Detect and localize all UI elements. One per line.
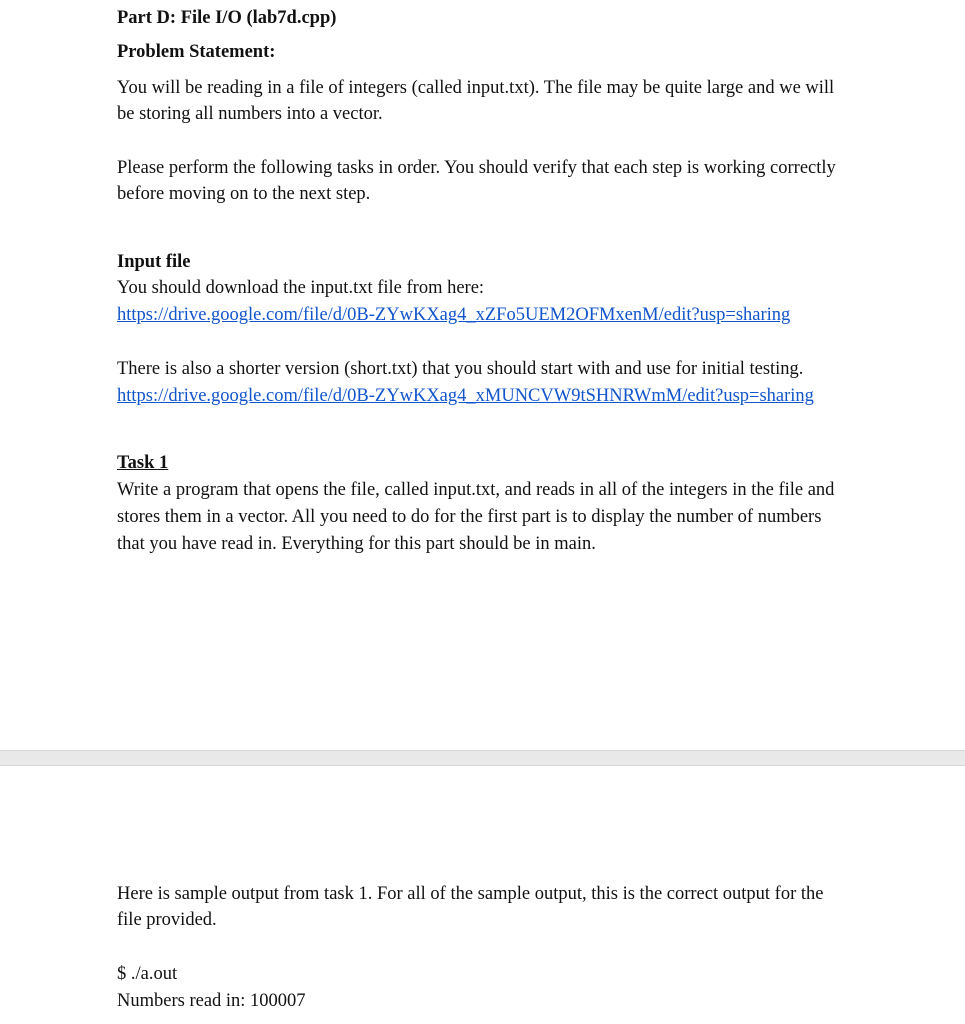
sample-output: Numbers read in: 100007 [117, 991, 306, 1011]
task-1-heading: Task 1 [117, 453, 169, 473]
sample-command: $ ./a.out [117, 964, 178, 984]
problem-statement-heading: Problem Statement: [117, 42, 276, 62]
page-separator [0, 750, 965, 766]
short-version-text: There is also a shorter version (short.txt) that you should start with and use for initial testing. [117, 359, 804, 379]
sample-intro-line-2: file provided. [117, 910, 217, 930]
sample-intro-line-1: Here is sample output from task 1. For all of the sample output, this is the correct output for the [117, 884, 824, 904]
download-instruction: You should download the input.txt file from here: [117, 278, 485, 298]
task-1-line-2: stores them in a vector. All you need to do for the first part is to display the number of numbers [117, 507, 822, 527]
input-file-link[interactable]: https://drive.google.com/file/d/0B-ZYwKXag4_xZFo5UEM2OFMxenM/edit?usp=sharing [117, 305, 791, 325]
short-file-link[interactable]: https://drive.google.com/file/d/0B-ZYwKXag4_xMUNCVW9tSHNRWmM/edit?usp=sharing [117, 386, 814, 406]
tasks-line-1: Please perform the following tasks in order. You should verify that each step is working correctly [117, 158, 836, 178]
intro-line-1: You will be reading in a file of integers (called input.txt). The file may be quite large and we will [117, 78, 835, 98]
document-page-2 [0, 766, 965, 1024]
task-1-line-1: Write a program that opens the file, called input.txt, and reads in all of the integers in the file and [117, 480, 835, 500]
part-title: Part D: File I/O (lab7d.cpp) [117, 8, 337, 28]
intro-line-2: be storing all numbers into a vector. [117, 104, 383, 124]
tasks-line-2: before moving on to the next step. [117, 184, 371, 204]
input-file-heading: Input file [117, 252, 191, 272]
task-1-line-3: that you have read in. Everything for this part should be in main. [117, 534, 596, 554]
